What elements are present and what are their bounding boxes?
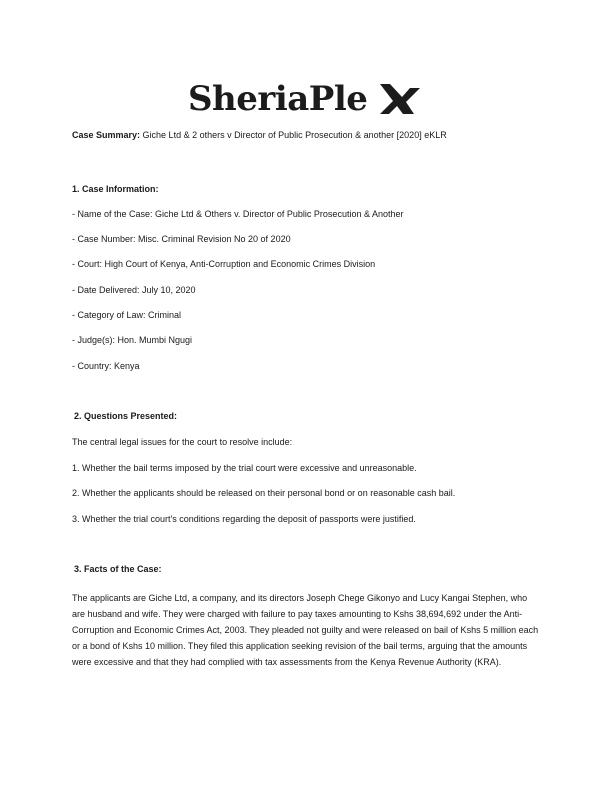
question-item: 3. Whether the trial court's conditions regarding the deposit of passports were justified. <box>72 514 416 524</box>
facts-paragraph: The applicants are Giche Ltd, a company, and its directors Joseph Chege Gikonyo and Lucy Kangai Stephen, who are husband and wife. They were charged with failure to pay taxes amounting to Kshs 38,694,692 under the Anti-Corruption and Economic Crimes Act, 2003. They pleaded not guilty and were released on bail of Kshs 5 million each or a bond of Kshs 10 million. They filed this application seeking revision of the bail terms, arguing that the amounts were excessive and that they had complied with tax assessments from the Kenya Revenue Authority (KRA). <box>72 593 539 667</box>
question-item: 1. Whether the bail terms imposed by the trial court were excessive and unreasonable. <box>72 463 417 473</box>
case-info-item: - Name of the Case: Giche Ltd & Others v. Director of Public Prosecution & Another <box>72 209 404 219</box>
case-info-item: - Judge(s): Hon. Mumbi Ngugi <box>72 335 193 345</box>
case-info-item: - Category of Law: Criminal <box>72 310 182 320</box>
case-information-heading: 1. Case Information: <box>72 184 159 194</box>
case-summary-line <box>72 129 542 141</box>
x-mark-logo-icon <box>380 82 420 116</box>
questions-heading: 2. Questions Presented: <box>74 411 178 421</box>
sheriaplex-logo <box>188 76 428 122</box>
case-info-item: - Court: High Court of Kenya, Anti-Corruption and Economic Crimes Division <box>72 259 376 269</box>
case-info-item: - Case Number: Misc. Criminal Revision No 20 of 2020 <box>72 234 291 244</box>
case-summary-label: Case Summary: <box>72 130 141 140</box>
case-info-item: - Date Delivered: July 10, 2020 <box>72 285 196 295</box>
logo-text: SheriaPle <box>188 79 368 119</box>
question-item: 2. Whether the applicants should be released on their personal bond or on reasonable cash bail. <box>72 488 456 498</box>
case-info-item: - Country: Kenya <box>72 361 140 371</box>
facts-heading: 3. Facts of the Case: <box>74 564 162 574</box>
case-summary-title: Giche Ltd & 2 others v Director of Public Prosecution & another [2020] eKLR <box>140 130 447 140</box>
questions-intro: The central legal issues for the court to resolve include: <box>72 437 293 447</box>
